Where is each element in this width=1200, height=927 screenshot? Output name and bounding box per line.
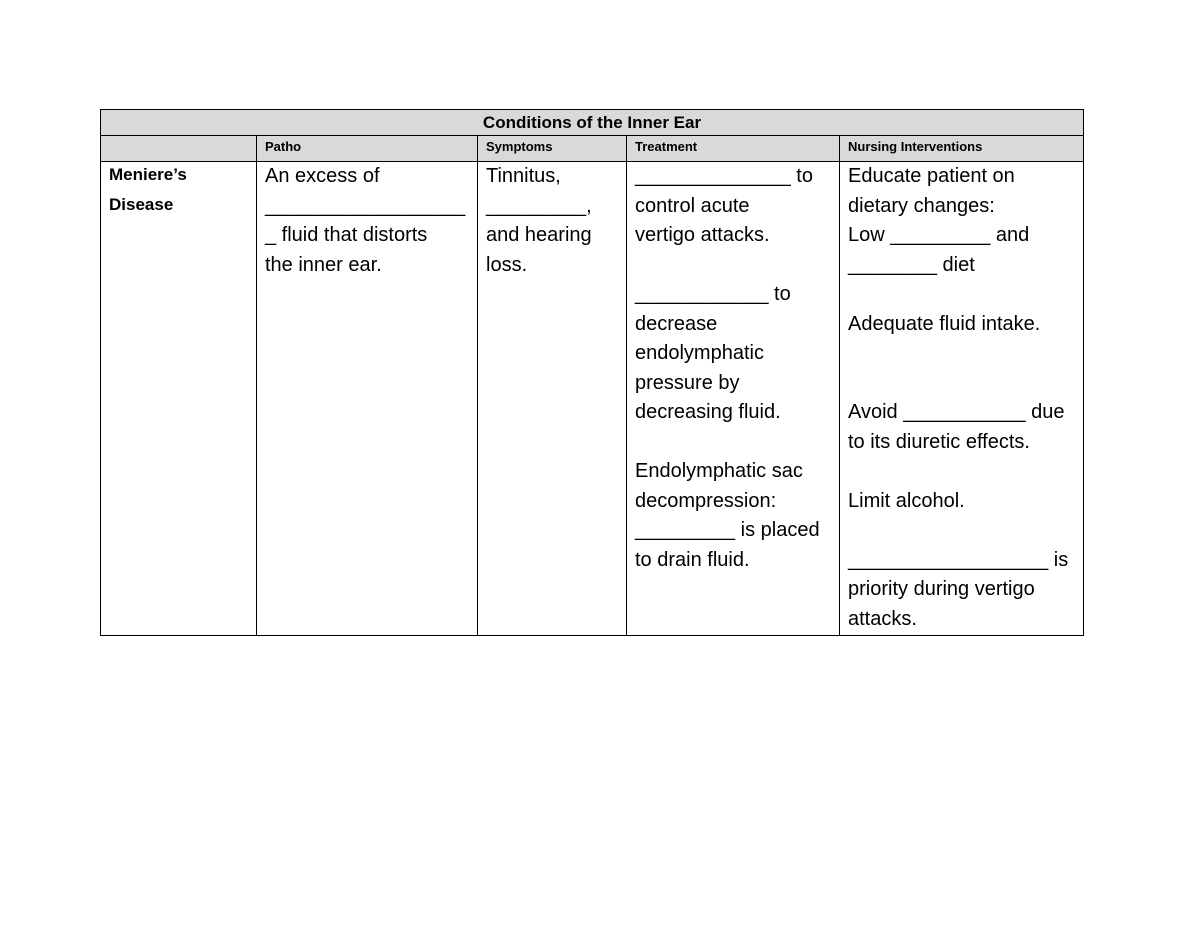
treatment-spacer (635, 251, 831, 281)
treatment-line: to drain fluid. (635, 548, 750, 571)
nursing-interventions-cell (840, 162, 1084, 636)
nursing-line: Avoid ___________ due (848, 401, 1065, 423)
table-title: Conditions of the Inner Ear (101, 110, 1084, 136)
treatment-line: Endolymphatic sac (635, 460, 803, 482)
header-treatment: Treatment (627, 136, 840, 162)
treatment-line: pressure by (635, 371, 740, 394)
header-symptoms: Symptoms (478, 136, 627, 162)
symptoms-line: Tinnitus, (486, 165, 561, 187)
symptoms-line: _________, (486, 194, 592, 217)
patho-cell (257, 162, 478, 636)
condition-line: Meniere’s (109, 165, 187, 184)
nursing-spacer (848, 457, 1075, 487)
condition-cell (101, 162, 257, 636)
nursing-spacer (848, 280, 1075, 310)
nursing-spacer (848, 516, 1075, 546)
patho-line: the inner ear. (265, 253, 382, 276)
condition-line: Disease (109, 194, 174, 214)
treatment-line: ____________ to (635, 283, 791, 305)
header-empty (101, 136, 257, 162)
treatment-line: decrease (635, 312, 718, 335)
treatment-line: decompression: (635, 489, 777, 512)
nursing-line: to its diuretic effects. (848, 430, 1030, 453)
treatment-line: control acute (635, 194, 750, 217)
nursing-line: Adequate fluid intake. (848, 312, 1041, 335)
symptoms-line: and hearing (486, 224, 592, 246)
treatment-line: _________ is placed (635, 519, 820, 541)
treatment-line: endolymphatic (635, 342, 764, 364)
nursing-line: Limit alcohol. (848, 489, 965, 512)
patho-line: __________________ (265, 194, 466, 217)
symptoms-line: loss. (486, 253, 528, 276)
treatment-line: ______________ to (635, 165, 813, 187)
symptoms-cell (478, 162, 627, 636)
treatment-spacer (635, 428, 831, 458)
patho-line: An excess of (265, 165, 380, 187)
nursing-line: Low _________ and (848, 224, 1030, 246)
inner-ear-conditions-table (100, 109, 1084, 636)
nursing-line: __________________ is (848, 548, 1069, 571)
nursing-spacer (848, 339, 1075, 369)
nursing-line: ________ diet (848, 253, 975, 276)
table-row (101, 162, 1084, 636)
treatment-line: decreasing fluid. (635, 401, 781, 423)
nursing-line: priority during vertigo (848, 578, 1035, 600)
header-row (101, 136, 1084, 162)
nursing-line: attacks. (848, 607, 917, 630)
nursing-line: dietary changes: (848, 194, 995, 217)
nursing-line: Educate patient on (848, 165, 1015, 187)
patho-line: _ fluid that distorts (265, 224, 428, 246)
treatment-cell (627, 162, 840, 636)
header-patho: Patho (257, 136, 478, 162)
header-nursing-interventions: Nursing Interventions (840, 136, 1084, 162)
treatment-line: vertigo attacks. (635, 224, 770, 246)
nursing-spacer (848, 369, 1075, 399)
